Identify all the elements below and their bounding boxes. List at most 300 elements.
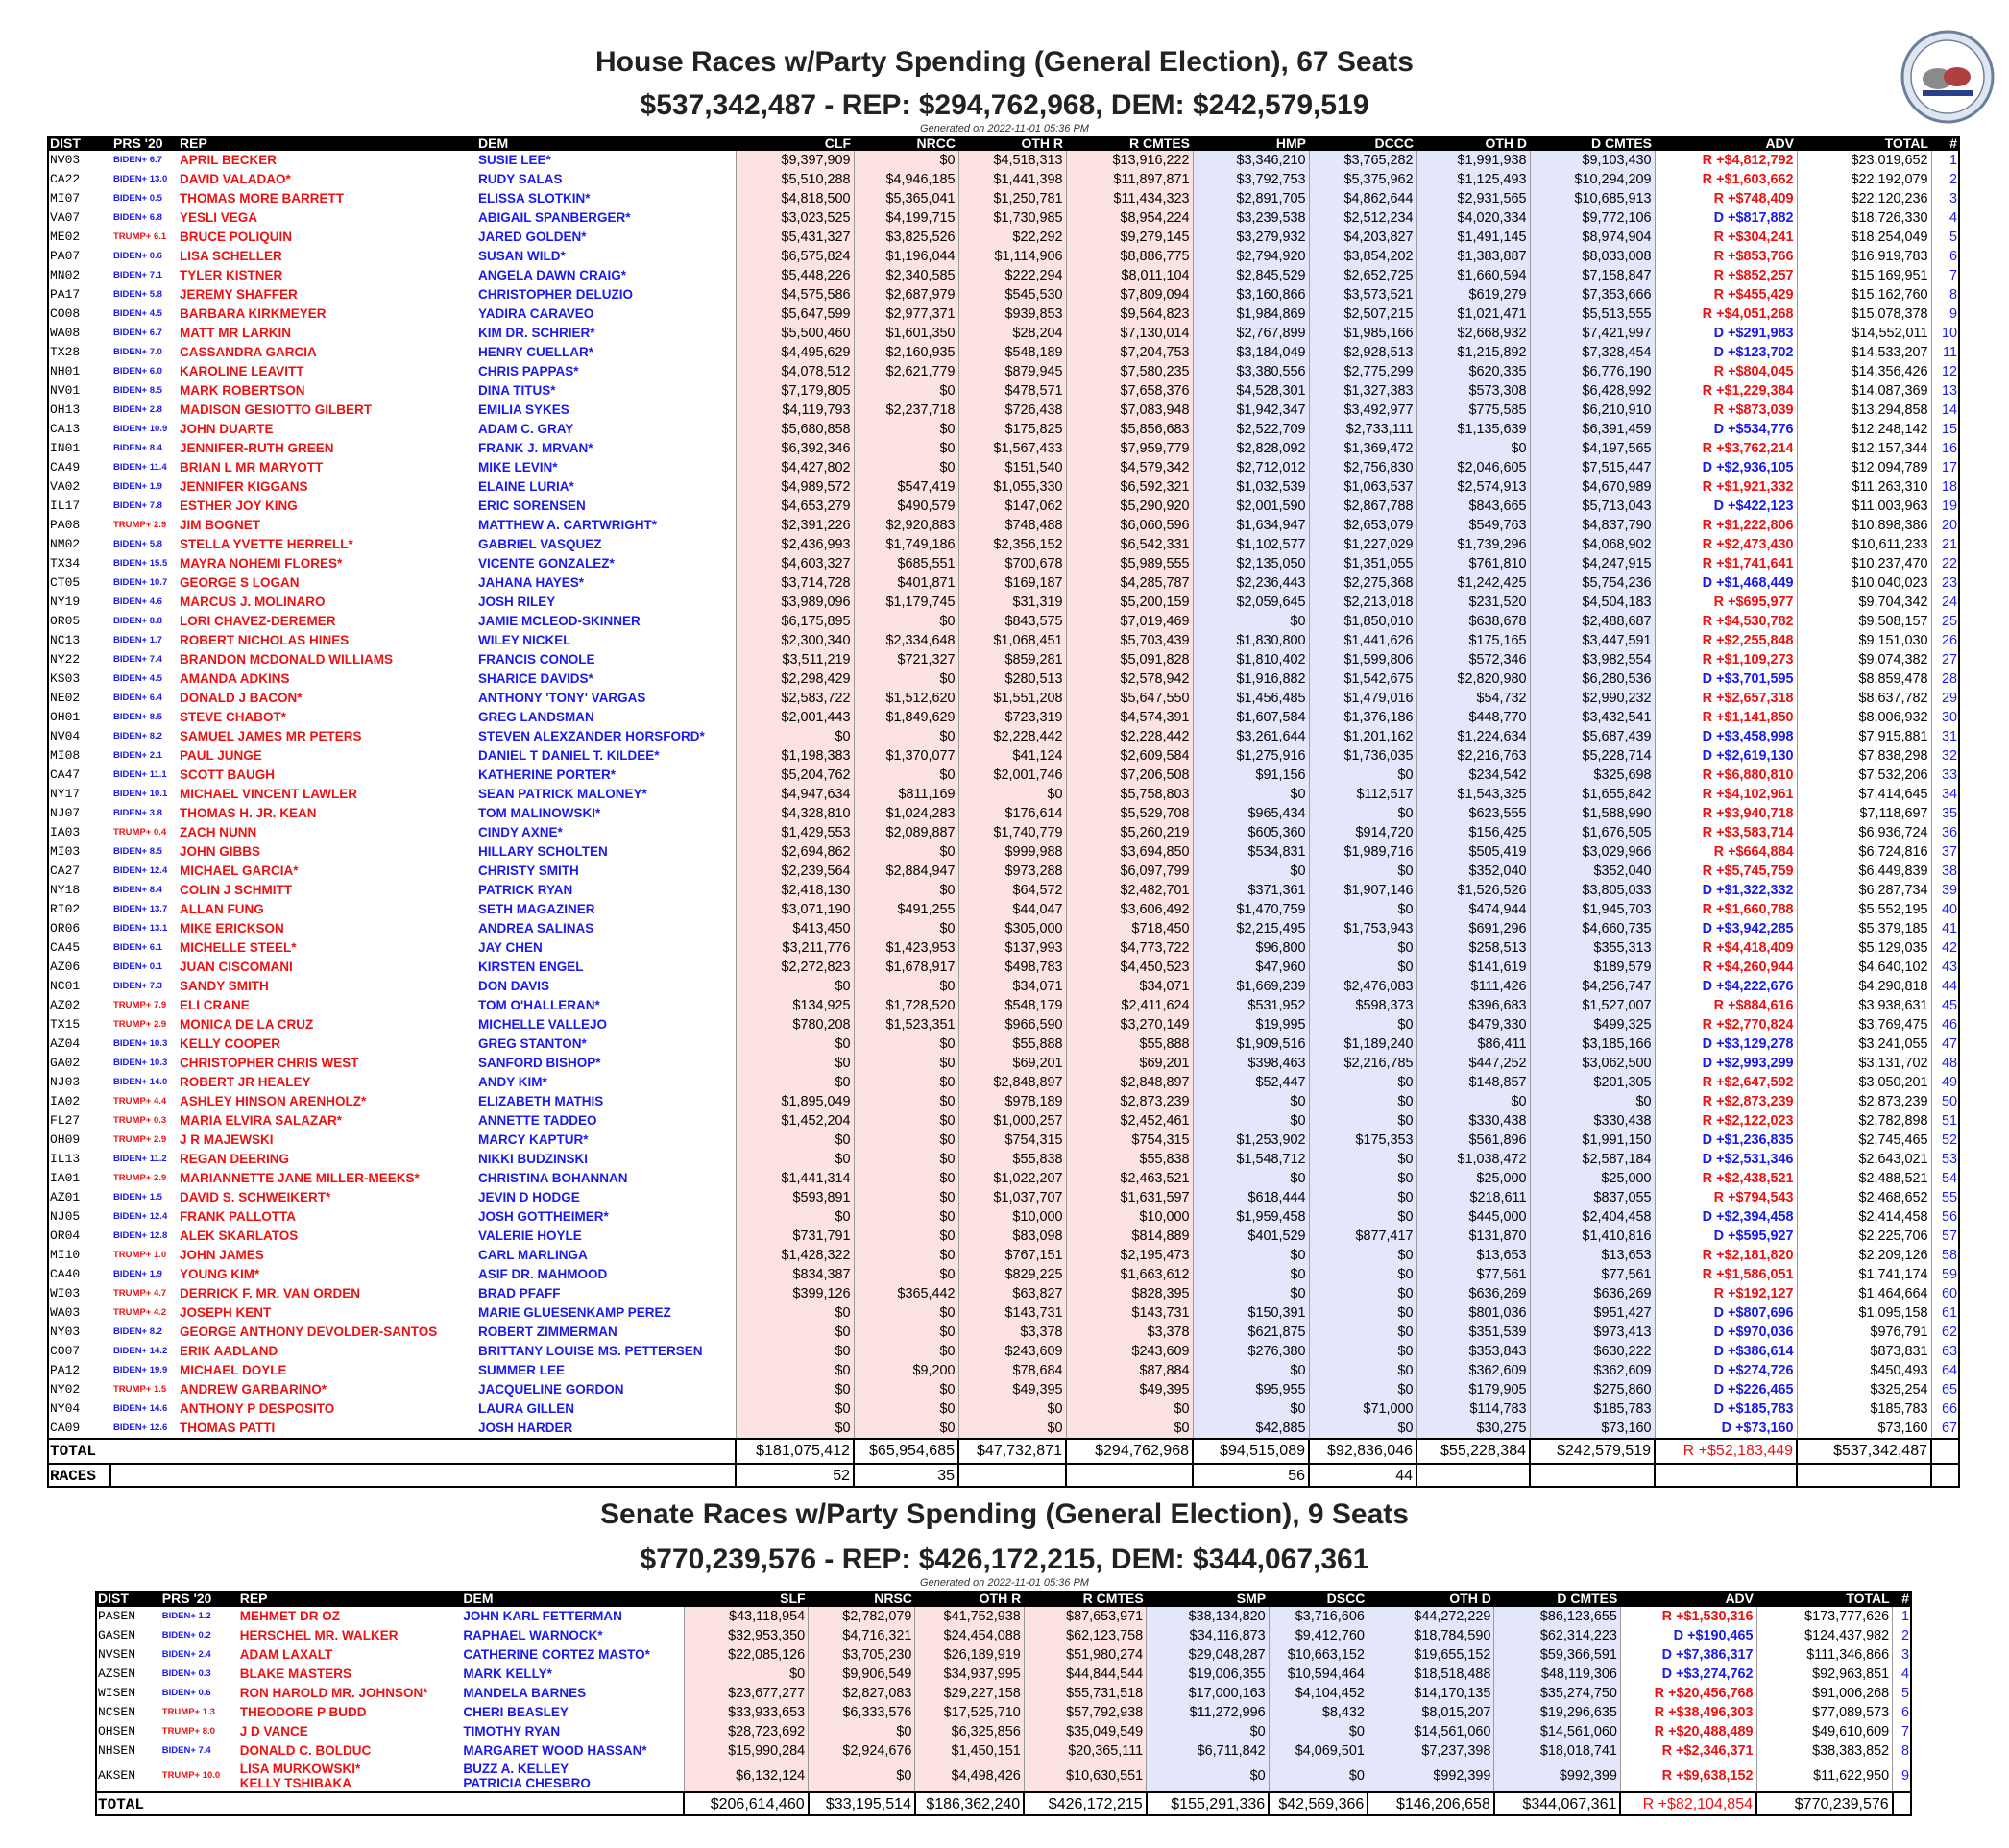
house-cell-adv: D +$185,783 — [1655, 1399, 1797, 1419]
senate-total-othd: $146,206,658 — [1368, 1792, 1494, 1816]
house-cell-total: $7,915,881 — [1797, 727, 1931, 746]
senate-total-dscc: $42,569,366 — [1269, 1792, 1368, 1816]
house-cell-r3: $0 — [958, 785, 1066, 804]
race-row — [95, 1741, 1912, 1761]
race-row — [47, 304, 1960, 324]
house-cell-rep: ALLAN FUNG — [180, 902, 264, 916]
race-row — [95, 1761, 1912, 1792]
house-cell-dist: RI02 — [50, 902, 81, 916]
house-cell-dist: OH01 — [50, 710, 81, 724]
house-cell-idx: 7 — [1931, 266, 1960, 285]
house-cell-rc: $11,897,871 — [1066, 170, 1193, 189]
house-cell-dist: NY04 — [50, 1401, 81, 1416]
house-cell-idx: 40 — [1931, 900, 1960, 919]
house-cell-rc: $7,580,235 — [1066, 362, 1193, 381]
house-cell-d1: $2,522,709 — [1193, 420, 1309, 439]
house-cell-dist: VA02 — [50, 479, 81, 494]
house-cell-rep: PAUL JUNGE — [180, 748, 262, 763]
house-cell-r3: $3,378 — [958, 1323, 1066, 1342]
house-cell-dem: SEAN PATRICK MALONEY* — [478, 787, 647, 801]
house-cell-r2: $5,365,041 — [854, 189, 958, 208]
house-cell-r2: $0 — [854, 881, 958, 900]
house-cell-d2: $0 — [1309, 1246, 1416, 1265]
senate-cell-rc: $20,365,111 — [1024, 1741, 1146, 1761]
house-cell-dist: WI03 — [50, 1286, 81, 1301]
senate-cell-dem: JOHN KARL FETTERMAN — [463, 1609, 622, 1623]
house-cell-r1: $1,895,049 — [736, 1092, 854, 1111]
house-cell-dem: SUSAN WILD* — [478, 249, 566, 263]
race-row — [47, 593, 1960, 612]
house-cell-r3: $34,071 — [958, 977, 1066, 996]
house-cell-r3: $829,225 — [958, 1265, 1066, 1284]
senate-races-table — [95, 1591, 1912, 1816]
senate-header-d3: OTH D — [1368, 1591, 1494, 1607]
house-cell-d2: $0 — [1309, 1092, 1416, 1111]
house-cell-d1: $0 — [1193, 1399, 1309, 1419]
house-cell-rc: $3,694,850 — [1066, 842, 1193, 862]
race-row — [47, 631, 1960, 650]
house-cell-rc: $87,884 — [1066, 1361, 1193, 1380]
senate-cell-dc: $14,561,060 — [1494, 1722, 1621, 1741]
house-cell-r2: $0 — [854, 1092, 958, 1111]
house-cell-dist: CO08 — [50, 306, 81, 321]
house-cell-r1: $3,989,096 — [736, 593, 854, 612]
house-cell-d3: $1,224,634 — [1416, 727, 1530, 746]
house-cell-rc: $2,578,942 — [1066, 669, 1193, 689]
senate-generated-timestamp: Generated on 2022-11-01 05:36 PM — [920, 1577, 1089, 1589]
house-cell-r3: $2,228,442 — [958, 727, 1066, 746]
house-cell-prs: BIDEN+ 7.8 — [113, 500, 162, 511]
house-cell-r1: $3,071,190 — [736, 900, 854, 919]
house-cell-r2: $0 — [854, 1227, 958, 1246]
house-cell-r3: $767,151 — [958, 1246, 1066, 1265]
senate-cell-d1: $17,000,163 — [1147, 1684, 1269, 1703]
house-cell-r2: $0 — [854, 1265, 958, 1284]
house-cell-r2: $0 — [854, 151, 958, 170]
house-cell-d2: $0 — [1309, 766, 1416, 785]
house-cell-dem: DON DAVIS — [478, 979, 550, 993]
house-cell-dc: $362,609 — [1530, 1361, 1655, 1380]
house-cell-d2: $2,476,083 — [1309, 977, 1416, 996]
race-row — [47, 977, 1960, 996]
house-cell-dem: LAURA GILLEN — [478, 1401, 574, 1416]
senate-totals-label: TOTAL — [95, 1792, 159, 1816]
house-cell-d3: $479,330 — [1416, 1015, 1530, 1034]
house-cell-dist: KS03 — [50, 671, 81, 686]
house-cell-d2: $0 — [1309, 1188, 1416, 1207]
house-cell-idx: 62 — [1931, 1323, 1960, 1342]
house-cell-idx: 18 — [1931, 477, 1960, 497]
house-cell-idx: 37 — [1931, 842, 1960, 862]
house-cell-r1: $4,119,793 — [736, 401, 854, 420]
house-cell-dist: CA40 — [50, 1267, 81, 1281]
house-cell-d3: $25,000 — [1416, 1169, 1530, 1188]
house-cell-d1: $91,156 — [1193, 766, 1309, 785]
house-cell-idx: 53 — [1931, 1150, 1960, 1169]
house-cell-prs: TRUMP+ 6.1 — [113, 231, 167, 242]
house-cell-r1: $399,126 — [736, 1284, 854, 1303]
house-cell-rep: MICHAEL GARCIA* — [180, 863, 299, 878]
senate-cell-prs: BIDEN+ 7.4 — [161, 1745, 211, 1756]
house-cell-idx: 38 — [1931, 862, 1960, 881]
house-cell-dc: $185,783 — [1530, 1399, 1655, 1419]
house-cell-idx: 39 — [1931, 881, 1960, 900]
senate-cell-idx: 3 — [1893, 1645, 1912, 1665]
house-cell-dc: $77,561 — [1530, 1265, 1655, 1284]
house-cell-r3: $64,572 — [958, 881, 1066, 900]
house-races-blank — [110, 1464, 736, 1488]
house-cell-r3: $175,825 — [958, 420, 1066, 439]
house-cell-d1: $2,828,092 — [1193, 439, 1309, 458]
house-cell-total: $1,095,158 — [1797, 1303, 1931, 1323]
senate-cell-prs: BIDEN+ 0.2 — [161, 1630, 211, 1641]
house-cell-adv: D +$970,036 — [1655, 1323, 1797, 1342]
race-row — [47, 1419, 1960, 1439]
house-cell-d1: $1,456,485 — [1193, 689, 1309, 708]
house-cell-r2: $2,687,979 — [854, 285, 958, 304]
senate-header-adv: ADV — [1620, 1591, 1756, 1607]
race-row — [47, 862, 1960, 881]
house-cell-dc: $3,447,591 — [1530, 631, 1655, 650]
senate-cell-d2: $10,663,152 — [1269, 1645, 1368, 1665]
house-cell-rep: MARIA ELVIRA SALAZAR* — [180, 1113, 342, 1128]
house-cell-d1: $0 — [1193, 1284, 1309, 1303]
house-cell-r1: $2,239,564 — [736, 862, 854, 881]
senate-cell-r3: $1,450,151 — [915, 1741, 1024, 1761]
race-row — [47, 1131, 1960, 1150]
house-cell-d2: $0 — [1309, 1169, 1416, 1188]
house-cell-d1: $3,239,538 — [1193, 208, 1309, 228]
senate-cell-dist: PASEN — [98, 1609, 136, 1623]
house-cell-idx: 41 — [1931, 919, 1960, 938]
senate-cell-adv: R +$38,496,303 — [1620, 1703, 1756, 1722]
house-cell-rep: GEORGE S LOGAN — [180, 575, 300, 590]
house-cell-prs: BIDEN+ 8.5 — [113, 712, 162, 722]
house-cell-d3: $2,820,980 — [1416, 669, 1530, 689]
house-cell-idx: 32 — [1931, 746, 1960, 766]
house-cell-r2: $2,920,883 — [854, 516, 958, 535]
house-cell-dc: $201,305 — [1530, 1073, 1655, 1092]
house-cell-prs: TRUMP+ 7.9 — [113, 1000, 167, 1010]
house-cell-adv: D +$291,983 — [1655, 324, 1797, 343]
senate-cell-r1: $6,132,124 — [684, 1761, 809, 1792]
house-cell-dc: $1,410,816 — [1530, 1227, 1655, 1246]
house-cell-dist: NV04 — [50, 729, 81, 743]
house-cell-r3: $1,250,781 — [958, 189, 1066, 208]
house-cell-r1: $0 — [736, 1380, 854, 1399]
house-cell-rep: THOMAS MORE BARRETT — [180, 191, 344, 206]
house-cell-dc: $4,197,565 — [1530, 439, 1655, 458]
senate-header-d2: DSCC — [1269, 1591, 1368, 1607]
house-cell-total: $12,094,789 — [1797, 458, 1931, 477]
house-cell-r1: $2,694,862 — [736, 842, 854, 862]
house-cell-d2: $0 — [1309, 862, 1416, 881]
senate-cell-r1: $22,085,126 — [684, 1645, 809, 1665]
house-cell-dc: $4,504,183 — [1530, 593, 1655, 612]
house-cell-r1: $4,603,327 — [736, 554, 854, 573]
house-cell-d1: $1,634,947 — [1193, 516, 1309, 535]
house-cell-dc: $4,247,915 — [1530, 554, 1655, 573]
house-cell-adv: D +$3,701,595 — [1655, 669, 1797, 689]
house-totals-label: TOTAL — [47, 1439, 110, 1464]
house-cell-rc: $11,434,323 — [1066, 189, 1193, 208]
house-cell-r1: $5,448,226 — [736, 266, 854, 285]
house-cell-total: $22,120,236 — [1797, 189, 1931, 208]
house-cell-dem: PATRICK RYAN — [478, 883, 573, 897]
house-cell-dist: CT05 — [50, 575, 81, 590]
house-cell-idx: 60 — [1931, 1284, 1960, 1303]
house-cell-dc: $2,488,687 — [1530, 612, 1655, 631]
senate-cell-dc: $35,274,750 — [1494, 1684, 1621, 1703]
race-row — [95, 1665, 1912, 1684]
house-cell-r3: $700,678 — [958, 554, 1066, 573]
house-cell-d2: $1,736,035 — [1309, 746, 1416, 766]
house-cell-rep: ESTHER JOY KING — [180, 498, 298, 513]
house-cell-d3: $636,269 — [1416, 1284, 1530, 1303]
house-cell-dc: $3,432,541 — [1530, 708, 1655, 727]
race-row — [47, 285, 1960, 304]
senate-cell-prs: BIDEN+ 0.3 — [161, 1668, 211, 1679]
house-cell-d1: $605,360 — [1193, 823, 1309, 842]
house-cell-idx: 1 — [1931, 151, 1960, 170]
race-row — [47, 573, 1960, 593]
house-cell-rep: DAVID S. SCHWEIKERT* — [180, 1190, 331, 1204]
house-cell-r2: $0 — [854, 842, 958, 862]
house-header-dc: D CMTES — [1530, 136, 1655, 151]
house-cell-r3: $748,488 — [958, 516, 1066, 535]
race-row — [47, 1188, 1960, 1207]
house-cell-r1: $5,680,858 — [736, 420, 854, 439]
house-cell-d3: $330,438 — [1416, 1111, 1530, 1131]
house-cell-dist: IA01 — [50, 1171, 81, 1185]
senate-cell-r2: $2,827,083 — [809, 1684, 915, 1703]
house-cell-r3: $1,022,207 — [958, 1169, 1066, 1188]
house-races-count-empty-8 — [1655, 1464, 1797, 1488]
house-cell-r3: $723,319 — [958, 708, 1066, 727]
house-cell-prs: BIDEN+ 15.5 — [113, 558, 168, 569]
house-cell-r2: $4,199,715 — [854, 208, 958, 228]
house-cell-rep: BRIAN L MR MARYOTT — [180, 460, 324, 474]
house-cell-prs: BIDEN+ 10.1 — [113, 789, 168, 799]
house-cell-r1: $0 — [736, 1361, 854, 1380]
house-cell-dem: SETH MAGAZINER — [478, 902, 595, 916]
house-cell-r3: $63,827 — [958, 1284, 1066, 1303]
house-cell-d3: $1,242,425 — [1416, 573, 1530, 593]
house-cell-dem: HILLARY SCHOLTEN — [478, 844, 608, 859]
house-cell-rc: $1,631,597 — [1066, 1188, 1193, 1207]
house-cell-r2: $491,255 — [854, 900, 958, 919]
house-cell-d2: $2,216,785 — [1309, 1054, 1416, 1073]
house-cell-d2: $1,327,383 — [1309, 381, 1416, 401]
house-cell-rep: GEORGE ANTHONY DEVOLDER-SANTOS — [180, 1325, 438, 1339]
house-cell-dc: $837,055 — [1530, 1188, 1655, 1207]
house-cell-rep: FRANK PALLOTTA — [180, 1209, 296, 1224]
house-cell-adv: R +$1,603,662 — [1655, 170, 1797, 189]
house-cell-adv: R +$664,884 — [1655, 842, 1797, 862]
senate-cell-r2: $6,333,576 — [809, 1703, 915, 1722]
house-cell-adv: D +$807,696 — [1655, 1303, 1797, 1323]
house-cell-d1: $52,447 — [1193, 1073, 1309, 1092]
house-cell-idx: 19 — [1931, 497, 1960, 516]
house-cell-total: $18,254,049 — [1797, 228, 1931, 247]
house-cell-total: $1,464,664 — [1797, 1284, 1931, 1303]
house-cell-total: $14,552,011 — [1797, 324, 1931, 343]
house-cell-dem: ANNETTE TADDEO — [478, 1113, 597, 1128]
senate-cell-total: $38,383,852 — [1756, 1741, 1893, 1761]
house-cell-dist: CA22 — [50, 172, 81, 186]
race-row — [47, 381, 1960, 401]
house-cell-r1: $5,431,327 — [736, 228, 854, 247]
house-cell-prs: BIDEN+ 11.1 — [113, 769, 167, 780]
house-cell-r1: $0 — [736, 1323, 854, 1342]
house-cell-idx: 66 — [1931, 1399, 1960, 1419]
house-cell-r3: $726,438 — [958, 401, 1066, 420]
senate-cell-d2: $4,069,501 — [1269, 1741, 1368, 1761]
race-row — [47, 823, 1960, 842]
house-cell-dist: OR05 — [50, 614, 81, 628]
house-cell-d1: $398,463 — [1193, 1054, 1309, 1073]
house-cell-d3: $1,215,892 — [1416, 343, 1530, 362]
house-cell-d3: $619,279 — [1416, 285, 1530, 304]
house-cell-r3: $2,848,897 — [958, 1073, 1066, 1092]
house-cell-d3: $505,419 — [1416, 842, 1530, 862]
house-cell-d3: $54,732 — [1416, 689, 1530, 708]
house-cell-rc: $5,989,555 — [1066, 554, 1193, 573]
house-cell-dist: NV01 — [50, 383, 81, 398]
race-row — [47, 785, 1960, 804]
house-cell-adv: R +$2,438,521 — [1655, 1169, 1797, 1188]
house-cell-idx: 13 — [1931, 381, 1960, 401]
house-cell-r1: $0 — [736, 1419, 854, 1439]
house-cell-d3: $2,931,565 — [1416, 189, 1530, 208]
house-cell-d1: $2,767,899 — [1193, 324, 1309, 343]
house-cell-dem: VALERIE HOYLE — [478, 1228, 582, 1243]
house-cell-total: $10,237,470 — [1797, 554, 1931, 573]
race-row — [47, 881, 1960, 900]
house-cell-rep: SAMUEL JAMES MR PETERS — [180, 729, 362, 743]
house-cell-r2: $2,334,648 — [854, 631, 958, 650]
senate-cell-dc: $48,119,306 — [1494, 1665, 1621, 1684]
house-cell-total: $10,611,233 — [1797, 535, 1931, 554]
house-cell-r3: $78,684 — [958, 1361, 1066, 1380]
house-cell-total: $5,552,195 — [1797, 900, 1931, 919]
house-cell-rep: LORI CHAVEZ-DEREMER — [180, 614, 336, 628]
senate-cell-d2: $8,432 — [1269, 1703, 1368, 1722]
house-cell-total: $873,831 — [1797, 1342, 1931, 1361]
house-cell-r3: $280,513 — [958, 669, 1066, 689]
senate-cell-rc: $51,980,274 — [1024, 1645, 1146, 1665]
house-cell-r3: $478,571 — [958, 381, 1066, 401]
house-cell-prs: BIDEN+ 6.8 — [113, 212, 162, 223]
senate-cell-dc: $59,366,591 — [1494, 1645, 1621, 1665]
house-cell-d1: $3,261,644 — [1193, 727, 1309, 746]
house-cell-d1: $3,184,049 — [1193, 343, 1309, 362]
house-cell-d3: $572,346 — [1416, 650, 1530, 669]
house-cell-r3: $28,204 — [958, 324, 1066, 343]
house-cell-adv: R +$4,102,961 — [1655, 785, 1797, 804]
house-cell-dem: ANDREA SALINAS — [478, 921, 594, 936]
house-cell-idx: 8 — [1931, 285, 1960, 304]
house-cell-adv: D +$3,129,278 — [1655, 1034, 1797, 1054]
race-row — [47, 1207, 1960, 1227]
house-cell-r2: $0 — [854, 1399, 958, 1419]
senate-cell-dist: GASEN — [98, 1628, 136, 1642]
house-cell-rc: $9,279,145 — [1066, 228, 1193, 247]
senate-cell-idx: 9 — [1893, 1761, 1912, 1792]
senate-cell-total: $11,622,950 — [1756, 1761, 1893, 1792]
house-totals-blank — [110, 1439, 736, 1464]
house-cell-total: $11,003,963 — [1797, 497, 1931, 516]
senate-header-prs: PRS '20 — [159, 1591, 237, 1607]
house-cell-dem: TOM MALINOWSKI* — [478, 806, 601, 820]
house-total-othd: $55,228,384 — [1416, 1439, 1530, 1464]
race-row — [95, 1703, 1912, 1722]
house-cell-d3: $620,335 — [1416, 362, 1530, 381]
house-cell-d1: $1,470,759 — [1193, 900, 1309, 919]
house-cell-r1: $3,023,525 — [736, 208, 854, 228]
senate-total-rcmtes: $426,172,215 — [1024, 1792, 1146, 1816]
house-cell-d2: $0 — [1309, 1207, 1416, 1227]
house-cell-d1: $371,361 — [1193, 881, 1309, 900]
house-cell-r3: $169,187 — [958, 573, 1066, 593]
house-cell-r3: $939,853 — [958, 304, 1066, 324]
race-row — [47, 1303, 1960, 1323]
house-cell-rc: $7,204,753 — [1066, 343, 1193, 362]
senate-cell-d2: $0 — [1269, 1761, 1368, 1792]
race-row — [47, 343, 1960, 362]
senate-cell-r3: $26,189,919 — [915, 1645, 1024, 1665]
house-cell-d2: $1,369,472 — [1309, 439, 1416, 458]
house-cell-rc: $5,260,219 — [1066, 823, 1193, 842]
house-cell-r1: $9,397,909 — [736, 151, 854, 170]
house-cell-dem: CINDY AXNE* — [478, 825, 563, 839]
house-cell-prs: TRUMP+ 0.3 — [113, 1115, 167, 1126]
house-cell-rep: MICHAEL VINCENT LAWLER — [180, 787, 357, 801]
house-cell-idx: 67 — [1931, 1419, 1960, 1439]
senate-totals-end — [1893, 1792, 1912, 1816]
house-cell-prs: BIDEN+ 7.4 — [113, 654, 162, 665]
house-cell-total: $1,741,174 — [1797, 1265, 1931, 1284]
house-cell-d2: $1,985,166 — [1309, 324, 1416, 343]
house-cell-rc: $9,564,823 — [1066, 304, 1193, 324]
house-cell-r3: $1,441,398 — [958, 170, 1066, 189]
house-cell-adv: R +$455,429 — [1655, 285, 1797, 304]
senate-cell-rc: $44,844,544 — [1024, 1665, 1146, 1684]
house-cell-dc: $275,860 — [1530, 1380, 1655, 1399]
senate-cell-rc: $87,653,971 — [1024, 1607, 1146, 1626]
race-row — [47, 1399, 1960, 1419]
race-row — [47, 1361, 1960, 1380]
house-cell-total: $14,087,369 — [1797, 381, 1931, 401]
house-cell-total: $2,225,706 — [1797, 1227, 1931, 1246]
house-cell-dc: $7,421,997 — [1530, 324, 1655, 343]
house-cell-total: $15,162,760 — [1797, 285, 1931, 304]
house-cell-total: $8,859,478 — [1797, 669, 1931, 689]
house-cell-prs: BIDEN+ 6.1 — [113, 942, 162, 953]
senate-cell-adv: D +$7,386,317 — [1620, 1645, 1756, 1665]
house-cell-prs: TRUMP+ 2.9 — [113, 1134, 167, 1145]
house-cell-d2: $2,213,018 — [1309, 593, 1416, 612]
house-cell-adv: R +$3,762,214 — [1655, 439, 1797, 458]
house-cell-idx: 63 — [1931, 1342, 1960, 1361]
house-cell-r2: $2,977,371 — [854, 304, 958, 324]
house-cell-idx: 36 — [1931, 823, 1960, 842]
house-cell-rep: ASHLEY HINSON ARENHOLZ* — [180, 1094, 367, 1108]
house-cell-dc: $636,269 — [1530, 1284, 1655, 1303]
house-cell-rc: $6,060,596 — [1066, 516, 1193, 535]
house-cell-dc: $1,655,842 — [1530, 785, 1655, 804]
house-cell-rep: BRANDON MCDONALD WILLIAMS — [180, 652, 393, 667]
